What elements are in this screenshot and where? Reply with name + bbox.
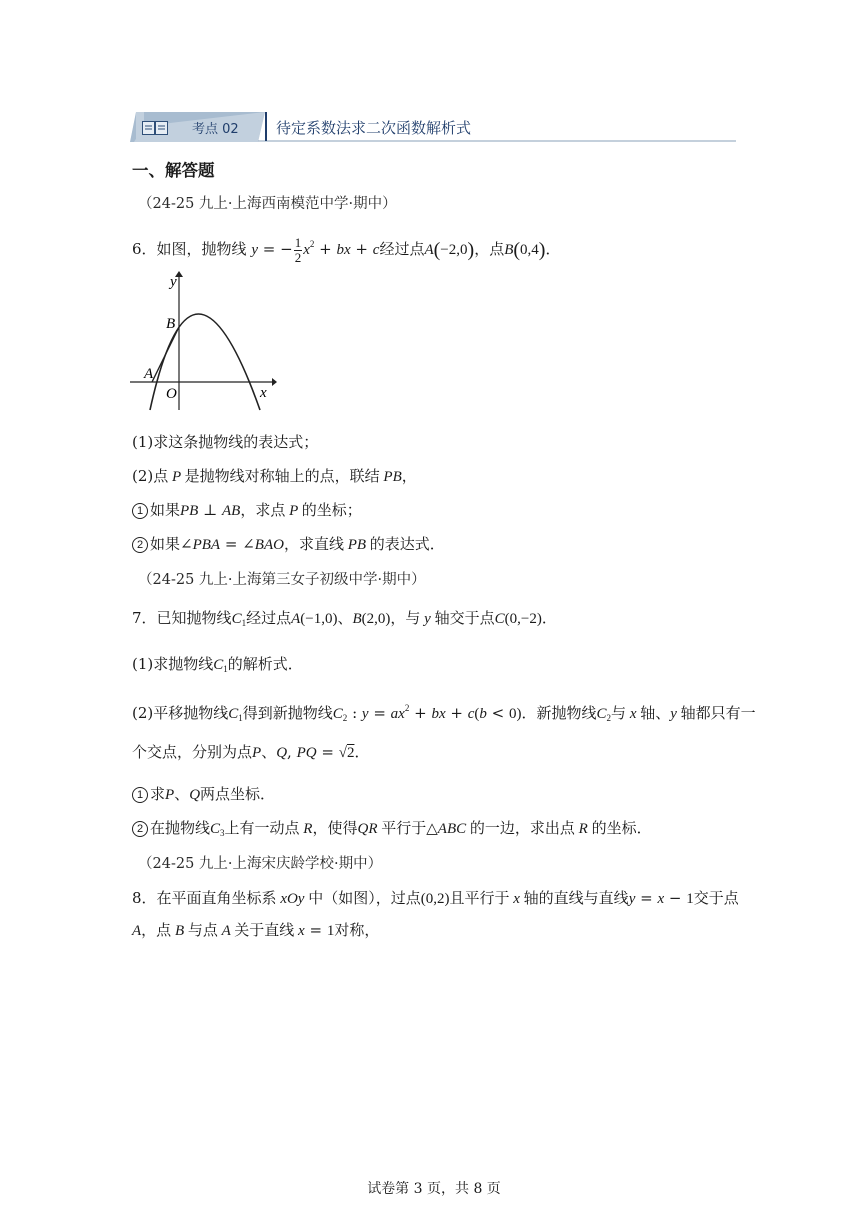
source-q8: （24-25 九上·上海宋庆龄学校·期中） bbox=[138, 856, 383, 872]
q8-text-9: 对称， bbox=[334, 921, 380, 939]
q6-text: 如图，抛物线 bbox=[156, 240, 247, 258]
q6-case2-a: 如果 bbox=[150, 535, 181, 553]
q7-case1: 1 求P、Q两点坐标． bbox=[132, 784, 275, 805]
label-x: x bbox=[260, 385, 267, 401]
q8-stem-cont: A，点 B 与点 A 关于直线 x = 1对称， bbox=[132, 921, 380, 939]
q6-stem: 6．如图，抛物线 y = − $\frac{1}{2}$ $x^2$ + bx + c经过点A(−2,0)，点B(0,4)． bbox=[132, 234, 561, 265]
circled-2-icon: 2 bbox=[132, 821, 148, 837]
page-footer: 试卷第 3 页，共 8 页 bbox=[367, 1181, 501, 1197]
q7-case2-d: 平行于 bbox=[381, 819, 427, 837]
label-O: O bbox=[166, 386, 177, 402]
q8-text-1: 在平面直角坐标系 bbox=[156, 889, 277, 907]
q8-stem: 8．在平面直角坐标系 xOy 中（如图），过点(0,2)且平行于 x 轴的直线与直线y = x − 1交于点 bbox=[132, 889, 739, 907]
q7-text-5: ． bbox=[541, 609, 557, 627]
book-icon bbox=[142, 120, 168, 134]
q6-part2-a: (2)点 bbox=[132, 467, 169, 485]
circled-1-icon: 1 bbox=[132, 503, 148, 519]
q8-text-3: 且平行于 bbox=[449, 889, 510, 907]
q7-part2: (2)平移抛物线$C_1$得到新抛物线$C_2$ : $y = ax^2$ + bx + c(b < 0)．新抛物线$C_2$与 x 轴、y 轴都只有一 bbox=[132, 703, 756, 723]
q7-case2-f: 的坐标． bbox=[591, 819, 652, 837]
q7-case2-a: 在抛物线 bbox=[150, 819, 211, 837]
q6-case2: 2 如果∠PBA = ∠BAO，求直线 PB 的表达式． bbox=[132, 534, 445, 555]
q7-case2: 2 在抛物线$C_3$上有一动点 R，使得QR 平行于△ABC 的一边，求出点 R 的坐标． bbox=[132, 818, 652, 843]
section-title: 一、解答题 bbox=[132, 161, 215, 180]
q6-case1-a: 如果 bbox=[150, 501, 181, 519]
q8-text-6: ，点 bbox=[141, 921, 172, 939]
q7-part2-c: ．新抛物线 bbox=[521, 704, 597, 722]
circled-2-icon: 2 bbox=[132, 537, 148, 553]
q7-case2-c: ，使得 bbox=[312, 819, 358, 837]
q7-text-3: ，与 bbox=[390, 609, 421, 627]
q8-text-8: 关于直线 bbox=[234, 921, 295, 939]
q6-case1-b: ，求点 bbox=[240, 501, 286, 519]
q6-case2-b: ，求直线 bbox=[283, 535, 344, 553]
q7-text-1: 已知抛物线 bbox=[156, 609, 232, 627]
parabola-figure bbox=[128, 268, 278, 414]
q7-part2-g: 个交点，分别为点 bbox=[132, 743, 253, 761]
q7-part1: (1)求抛物线$C_1$的解析式． bbox=[132, 655, 303, 674]
label-y: y bbox=[170, 274, 177, 290]
q7-case2-b: 上有一动点 bbox=[224, 819, 300, 837]
q7-case1-b: 两点坐标． bbox=[200, 785, 276, 803]
q8-text-5: 交于点 bbox=[693, 889, 739, 907]
q6-part2-c: ， bbox=[401, 467, 417, 485]
q7-part2-b: 得到新抛物线 bbox=[242, 704, 333, 722]
q7-text-4: 轴交于点 bbox=[434, 609, 495, 627]
q7-part2-cont: 个交点，分别为点P、Q, PQ = √2． bbox=[132, 743, 370, 761]
header-tag: 考点 02 bbox=[192, 122, 239, 137]
q6-part1: (1)求这条抛物线的表达式； bbox=[132, 433, 319, 451]
q6-part2-b: 是抛物线对称轴上的点，联结 bbox=[184, 467, 380, 485]
q7-part1-a: (1)求抛物线 bbox=[132, 655, 214, 673]
header-banner bbox=[130, 112, 736, 142]
q7-part1-b: 的解析式． bbox=[227, 655, 303, 673]
header-title: 待定系数法求二次函数解析式 bbox=[276, 119, 472, 137]
q8-text-2: 中（如图），过点 bbox=[308, 889, 421, 907]
q7-part2-a: (2)平移抛物线 bbox=[132, 704, 229, 722]
q8-text-4: 轴的直线与直线 bbox=[523, 889, 629, 907]
q8-number: 8． bbox=[132, 889, 157, 907]
q6-text-3: ，点 bbox=[474, 240, 505, 258]
q7-text-2: 经过点 bbox=[246, 609, 292, 627]
q7-part2-d: 与 bbox=[611, 704, 627, 722]
label-A: A bbox=[144, 366, 154, 382]
q6-case2-c: 的表达式． bbox=[369, 535, 445, 553]
circled-1-icon: 1 bbox=[132, 787, 148, 803]
q7-case1-a: 求 bbox=[150, 785, 166, 803]
label-B: B bbox=[166, 316, 176, 332]
x-axis-arrow bbox=[272, 378, 277, 386]
q6-case1-c: 的坐标； bbox=[301, 501, 362, 519]
q7-part2-f: 轴都只有一 bbox=[680, 704, 756, 722]
source-q7: （24-25 九上·上海第三女子初级中学·期中） bbox=[138, 572, 426, 588]
q6-case1: 1 如果PB ⊥ AB，求点 P 的坐标； bbox=[132, 500, 362, 521]
q8-text-7: 与点 bbox=[187, 921, 218, 939]
q6-number: 6． bbox=[132, 240, 157, 258]
q7-stem: 7．已知抛物线$C_1$经过点A(−1,0)、B(2,0)，与 y 轴交于点C(0,−2)． bbox=[132, 609, 557, 628]
source-q6: （24-25 九上·上海西南模范中学·期中） bbox=[138, 196, 397, 212]
segment-AB bbox=[152, 327, 179, 382]
q6-part2: (2)点 P 是抛物线对称轴上的点，联结 PB， bbox=[132, 467, 417, 485]
q7-number: 7． bbox=[132, 609, 157, 627]
q7-case2-e: 的一边，求出点 bbox=[469, 819, 575, 837]
q7-part2-e: 轴、 bbox=[640, 704, 671, 722]
q6-text-2: 经过点 bbox=[379, 240, 425, 258]
